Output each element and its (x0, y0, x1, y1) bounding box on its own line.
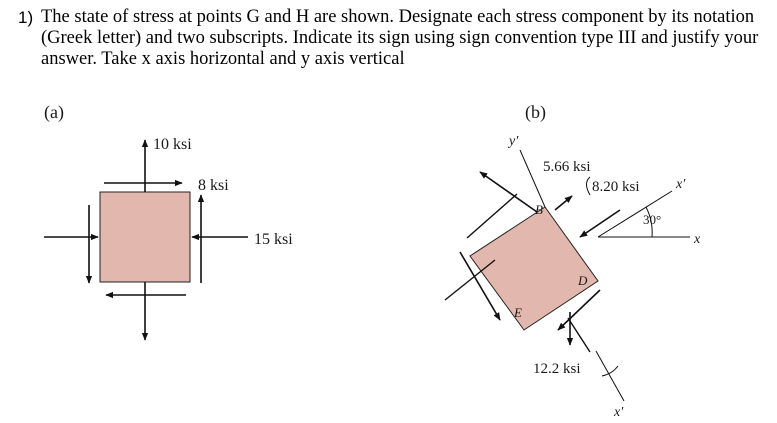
shear-arrow-upper-left (480, 172, 537, 212)
point-b-label: B (535, 202, 543, 217)
stress-element-b (470, 207, 598, 330)
figure-a-label: (a) (44, 102, 64, 122)
stress-element-a (100, 192, 190, 282)
y-prime-label: y′ (509, 134, 519, 149)
angle-label: 30° (643, 212, 662, 227)
bottom-angle-arc (602, 366, 618, 376)
shear-arrow-upper-right (555, 196, 572, 210)
problem-text: The state of stress at points G and H are shown. Designate each stress component by its notation (Greek letter) and two subscripts. Indicate its sign using sign convention type III and justify your answer. Take x axis horizontal and y axis vertical (41, 7, 759, 69)
normal-line-bottom (568, 318, 590, 352)
stress-label-10ksi: 10 ksi (153, 136, 192, 153)
stress-label-15ksi: 15 ksi (254, 231, 293, 248)
stress-label-5.66ksi: 5.66 ksi (543, 159, 591, 175)
x-axis-label: x (694, 232, 701, 247)
point-e-label: E (514, 305, 522, 320)
figure-b (445, 102, 701, 420)
stress-label-8.20ksi: 8.20 ksi (592, 179, 640, 195)
x-prime-label-top: x′ (676, 177, 686, 192)
figure-b-label: (b) (525, 102, 546, 122)
problem-number: 1) (18, 8, 34, 27)
point-d-label: D (578, 273, 588, 288)
x-prime-axis-bottom (596, 351, 624, 401)
normal-arrow-right (580, 210, 620, 237)
stress-label-12.2ksi: 12.2 ksi (533, 361, 581, 377)
label-brace (587, 177, 591, 195)
stress-label-8ksi: 8 ksi (198, 177, 229, 194)
x-prime-label-bottom: x′ (614, 405, 624, 420)
figure-a (44, 102, 293, 340)
y-prime-axis (520, 150, 545, 207)
